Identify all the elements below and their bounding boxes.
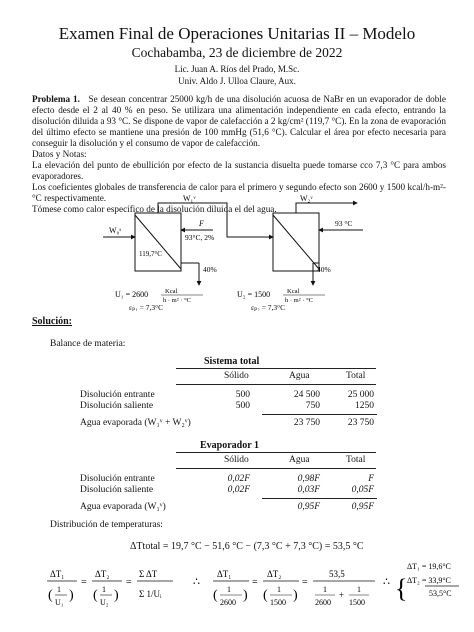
table1-header-total: Total <box>346 371 366 381</box>
eq-u1: U₁ <box>55 598 64 607</box>
label-feed-cond: 93°C, 2% <box>185 233 215 242</box>
evaporator-2-diagonal <box>273 215 319 269</box>
label-w1v: W₁ᵛ <box>183 194 196 203</box>
table2-title: Evaporador 1 <box>200 440 259 451</box>
eq-sum-u: Σ 1/Uᵢ <box>139 589 162 599</box>
label-u2-unit-num: Kcal <box>287 288 300 295</box>
svg-text:=: = <box>302 577 308 588</box>
table-cell: 24 500 <box>293 390 320 400</box>
evaporator-diagram <box>95 193 395 311</box>
svg-text:ΔT₂: ΔT₂ <box>267 569 282 579</box>
label-feed: F <box>199 219 204 228</box>
vapor-2-line <box>296 203 357 213</box>
problem-text: Se desean concentrar 25000 kg/h de una disolución acuosa de NaBr en un evaporador de doble efecto desde el 2 al 40 % en peso. Se utilizara una alimentación independiente en cada efecto, entrando la disolución diluida a 93 °C. Se dispone de vapor de calefacción a 2 kg/cm² (119,7 °C). En la zona de evaporación del último efecto se mantiene una presión de 100 mmHg (51,6 °C). Calcular el área por efecto necesaria para conseguir la disolución y el consumo de vapor de calefacción. <box>32 94 446 148</box>
note-2: Los coeficientes globales de transferencia de calor para el primero y segundo efecto son 2600 y 1500 kcal/h-m²-°C respectivamente. <box>32 182 446 203</box>
svg-text:=: = <box>126 577 132 588</box>
table-row-label: Disolución entrante <box>80 390 155 400</box>
evaporator-1-diagonal <box>135 215 181 269</box>
table1-evap-total: 23 750 <box>347 418 374 428</box>
table-cell: F <box>368 474 374 484</box>
svg-text:): ) <box>69 588 74 603</box>
eq-result-total: 53,5°C <box>429 589 452 598</box>
svg-text:(: ( <box>93 588 98 603</box>
label-steam-temp: 119,7°C <box>139 250 162 258</box>
svg-text:ΔT₁: ΔT₁ <box>217 569 232 579</box>
label-u1: U₁ = 2600 <box>115 290 149 299</box>
label-ep2: εₚ₂ = 7,3°C <box>251 303 286 311</box>
place-date: Cochabamba, 23 de diciembre de 2022 <box>131 45 343 60</box>
table-cell: 500 <box>235 401 250 411</box>
table1-evap-label: Agua evaporada (W₁ᵛ + W₂ᵛ) <box>80 418 191 428</box>
table-row-label: Disolución entrante <box>80 474 155 484</box>
svg-text:1: 1 <box>102 585 106 594</box>
table2-header-total: Total <box>346 455 366 465</box>
svg-text:1500: 1500 <box>349 598 365 607</box>
svg-text:=: = <box>81 577 87 588</box>
table-cell: 25 000 <box>347 390 374 400</box>
svg-text:{: { <box>395 574 408 603</box>
svg-text:=: = <box>252 577 258 588</box>
table-cell: 0,02F <box>227 485 250 495</box>
svg-text:2600: 2600 <box>315 598 331 607</box>
svg-text:(: ( <box>213 588 218 603</box>
problem-label: Problema 1. <box>32 94 80 104</box>
svg-text:2600: 2600 <box>220 598 236 607</box>
svg-text:1: 1 <box>323 585 327 594</box>
total-temperature-equation: ΔTtotal = 19,7 °C − 51,6 °C − (7,3 °C + 7,3 °C) = 53,5 °C <box>130 541 364 552</box>
author-1: Lic. Juan A. Ríos del Prado, M.Sc. <box>174 64 300 74</box>
author-2: Univ. Aldo J. Ulloa Claure, Aux. <box>178 76 296 86</box>
temperature-equations <box>45 555 465 627</box>
solution-heading: Solución: <box>32 316 73 327</box>
label-u2-unit-den: h · m² · °C <box>285 297 314 304</box>
notes-title: Datos y Notas: <box>32 149 87 159</box>
eq-one: 1 <box>57 585 61 594</box>
table-cell: 500 <box>235 390 250 400</box>
eq-dt1: ΔT₁ <box>50 569 65 579</box>
svg-text:53,5: 53,5 <box>329 569 345 579</box>
exam-title: Examen Final de Operaciones Unitarias II – Modelo <box>58 24 416 43</box>
svg-text:1: 1 <box>357 585 361 594</box>
table1-header-water: Agua <box>289 371 310 381</box>
svg-text:(: ( <box>263 588 268 603</box>
label-ep1: εₚ₁ = 7,3°C <box>129 303 164 311</box>
table2-header-solid: Sólido <box>224 455 249 465</box>
label-out2: 40% <box>317 265 331 274</box>
temperature-distribution-label: Distribución de temperaturas: <box>50 520 163 530</box>
note-1: La elevación del punto de ebullición por efecto de la sustancia disuelta puede tomarse cco 7,3 °C para ambos evaporadores. <box>32 160 446 181</box>
table-cell: 1250 <box>355 401 374 411</box>
svg-text:1: 1 <box>227 585 231 594</box>
svg-text:): ) <box>293 588 298 603</box>
table-cell: 0,05F <box>351 485 374 495</box>
table-row-label: Disolución saliente <box>80 485 154 495</box>
table1-title: Sistema total <box>204 356 260 367</box>
label-u1-unit-num: Kcal <box>165 288 178 295</box>
svg-text:): ) <box>114 588 119 603</box>
table-cell: 0,98F <box>297 474 320 484</box>
table2-header-water: Agua <box>289 455 310 465</box>
svg-text:): ) <box>243 588 248 603</box>
evaporator-schematic <box>95 193 395 311</box>
label-feed2-temp: 93 °C <box>335 219 353 228</box>
table1-evap-water: 23 750 <box>293 418 320 428</box>
table-row-label: Disolución saliente <box>80 401 154 411</box>
eq-u2: U₂ <box>100 598 109 607</box>
vapor-1-line <box>158 203 273 237</box>
svg-text:+: + <box>339 590 345 600</box>
svg-text:(: ( <box>48 588 53 603</box>
table2-evap-total: 0,95F <box>351 502 374 512</box>
balance-label: Balance de materia: <box>50 339 126 349</box>
table-cell: 0,03F <box>297 485 320 495</box>
label-u1-unit-den: h · m² · °C <box>163 297 192 304</box>
label-out1: 40% <box>203 265 217 274</box>
svg-text:∴: ∴ <box>383 576 390 588</box>
label-w2v: W₂ᵛ <box>300 194 313 203</box>
table1-header-solid: Sólido <box>224 371 249 381</box>
svg-text:1500: 1500 <box>270 598 286 607</box>
table-cell: 750 <box>305 401 320 411</box>
label-w0s: W₀ˢ <box>109 226 122 235</box>
eq-result-dt2: ΔT₂ = 33,9°C <box>407 576 451 585</box>
svg-text:1: 1 <box>277 585 281 594</box>
table2-evap-label: Agua evaporada (W₁ᵛ) <box>80 502 166 512</box>
eq-dt2: ΔT₂ <box>95 569 110 579</box>
label-u2: U₂ = 1500 <box>237 290 271 299</box>
table2-evap-water: 0,95F <box>297 502 320 512</box>
temperature-equations-svg <box>45 555 465 627</box>
eq-therefore: ∴ <box>193 576 200 588</box>
eq-sum-dt: Σ ΔT <box>139 569 158 579</box>
table-cell: 0,02F <box>227 474 250 484</box>
eq-result-dt1: ΔT₁ = 19,6°C <box>407 562 451 571</box>
note-3: Tómese como calor específico de la disolución diluida el del agua. <box>32 204 277 214</box>
